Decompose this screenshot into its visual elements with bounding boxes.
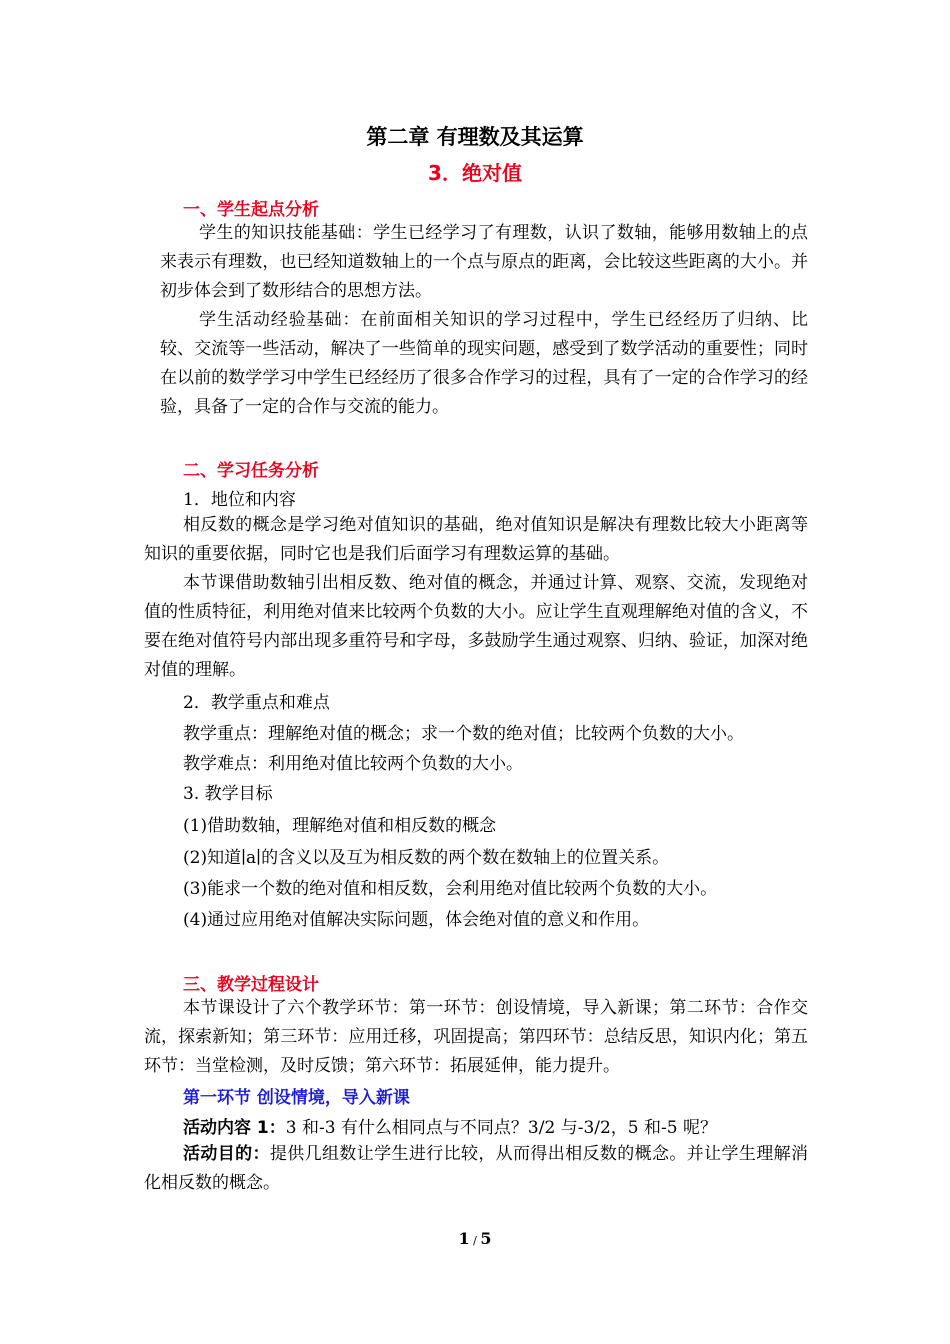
activity-purpose-label: 活动目的： bbox=[183, 1144, 270, 1164]
goal-item-3: (3)能求一个数的绝对值和相反数，会利用绝对值比较两个负数的大小。 bbox=[183, 879, 718, 899]
page-total: 5 bbox=[480, 1229, 492, 1248]
page-number bbox=[0, 1229, 950, 1248]
lesson-title: 3．绝对值 bbox=[428, 161, 522, 185]
chapter-title: 第二章 有理数及其运算 bbox=[366, 125, 584, 149]
activity-content-text: 3 和-3 有什么相同点与不同点？3/2 与-3/2，5 和-5 呢？ bbox=[285, 1118, 717, 1138]
page-current: 1 bbox=[458, 1229, 470, 1248]
subheading-teaching-goals: 3. 教学目标 bbox=[183, 784, 273, 804]
paragraph-six-stages: 本节课设计了六个教学环节：第一环节：创设情境，导入新课；第二环节：合作交流，探索新知；第三环节：应用迁移，巩固提高；第四环节：总结反思，知识内化；第五环节：当堂检测，及时反馈；第六环节：拓展延伸，能力提升。 bbox=[144, 998, 808, 1076]
subheading-key-difficult: 2．教学重点和难点 bbox=[183, 693, 330, 713]
paragraph-opposite-numbers: 相反数的概念是学习绝对值知识的基础，绝对值知识是解决有理数比较大小距离等知识的重要依据，同时它也是我们后面学习有理数运算的基础。 bbox=[144, 515, 808, 564]
section-heading-student-analysis: 一、学生起点分析 bbox=[183, 200, 319, 220]
goal-item-4: (4)通过应用绝对值解决实际问题，体会绝对值的意义和作用。 bbox=[183, 910, 650, 930]
activity-content-line bbox=[183, 1113, 717, 1138]
goal-item-2: (2)知道∣a∣的含义以及互为相反数的两个数在数轴上的位置关系。 bbox=[183, 848, 670, 868]
section-heading-task-analysis: 二、学习任务分析 bbox=[183, 461, 319, 481]
subheading-position-content: 1．地位和内容 bbox=[183, 490, 296, 510]
activity-content-label: 活动内容 1： bbox=[183, 1118, 286, 1138]
difficult-point-line: 教学难点：利用绝对值比较两个负数的大小。 bbox=[183, 754, 523, 774]
paragraph-lesson-content: 本节课借助数轴引出相反数、绝对值的概念，并通过计算、观察、交流，发现绝对值的性质特征，利用绝对值来比较两个负数的大小。应让学生直观理解绝对值的含义，不要在绝对值符号内部出现多重符号和字母，多鼓励学生通过观察、归纳、验证，加深对绝对值的理解。 bbox=[144, 573, 808, 680]
activity-purpose-text: 提供几组数让学生进行比较，从而得出相反数的概念。并让学生理解消化相反数的概念。 bbox=[144, 1144, 809, 1193]
page-separator: / bbox=[469, 1234, 481, 1247]
key-point-line: 教学重点：理解绝对值的概念；求一个数的绝对值；比较两个负数的大小。 bbox=[183, 724, 744, 744]
stage-1-title: 第一环节 创设情境，导入新课 bbox=[183, 1088, 410, 1108]
paragraph-activity-basis: 学生活动经验基础：在前面相关知识的学习过程中，学生已经经历了归纳、比较、交流等一些活动，解决了一些简单的现实问题，感受到了数学活动的重要性；同时在以前的数学学习中学生已经经历了很多合作学习的过程，具有了一定的合作学习的经验，具备了一定的合作与交流的能力。 bbox=[160, 310, 808, 417]
paragraph-knowledge-basis: 学生的知识技能基础：学生已经学习了有理数，认识了数轴，能够用数轴上的点来表示有理数，也已经知道数轴上的一个点与原点的距离，会比较这些距离的大小。并初步体会到了数形结合的思想方法。 bbox=[160, 223, 808, 301]
activity-purpose-paragraph bbox=[144, 1140, 808, 1198]
goal-item-1: (1)借助数轴，理解绝对值和相反数的概念 bbox=[183, 816, 497, 836]
section-heading-process-design: 三、教学过程设计 bbox=[183, 975, 319, 995]
